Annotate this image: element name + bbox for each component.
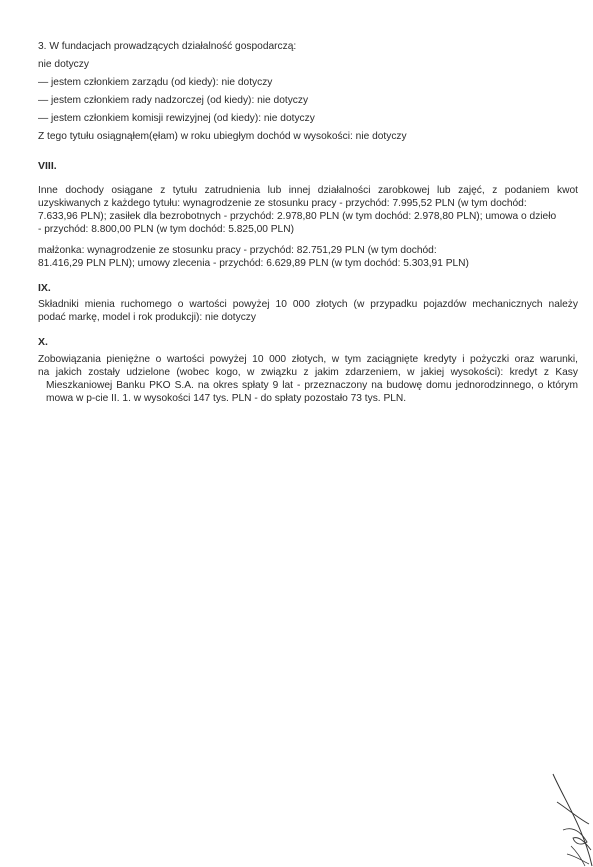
komisja-rewizyjna-line: — jestem członkiem komisji rewizyjnej (od kiedy): nie dotyczy: [38, 113, 315, 124]
paragraph-line: Składniki mienia ruchomego o wartości powyżej 10 000 złotych (w przypadku pojazdów mechanicznych należy: [38, 299, 578, 310]
paragraph-line: uzyskiwanych z każdego tytułu: wynagrodzenie ze stosunku pracy - przychód: 7.995,52 PLN (w tym dochód:: [38, 198, 527, 209]
paragraph-line: Zobowiązania pieniężne o wartości powyżej 10 000 złotych, w tym zaciągnięte kredyty i pożyczki oraz warunki,: [38, 354, 578, 365]
mienie-ruchome-paragraph: [38, 298, 578, 324]
paragraph-line: małżonka: wynagrodzenie ze stosunku pracy - przychód: 82.751,29 PLN (w tym dochód:: [38, 245, 437, 256]
paragraph-line: mowa w p-cie II. 1. w wysokości 147 tys. PLN - do spłaty pozostało 73 tys. PLN.: [46, 393, 407, 404]
paragraph-line: Mieszkaniowej Banku PKO S.A. na okres spłaty 9 lat - przeznaczony na budowę domu jednorodzinnego, o którym: [46, 380, 578, 391]
paragraph-line: 7.633,96 PLN); zasiłek dla bezrobotnych - przychód: 2.978,80 PLN (w tym dochód: 2.978,80 PLN); umowa o dzieło: [38, 211, 557, 222]
dochod-line: Z tego tytułu osiągnąłem(ęłam) w roku ubiegłym dochód w wysokości: nie dotyczy: [38, 131, 407, 142]
paragraph-line: podać markę, model i rok produkcji): nie dotyczy: [38, 312, 256, 323]
section-x-heading: X.: [38, 336, 48, 348]
section-ix-heading: IX.: [38, 282, 51, 294]
handwritten-signature: [523, 772, 593, 867]
paragraph-line: - przychód: 8.800,00 PLN (w tym dochód: 5.825,00 PLN): [38, 224, 294, 235]
malzonka-paragraph: [38, 244, 578, 270]
inne-dochody-paragraph: [38, 184, 578, 236]
rada-nadzorcza-line: — jestem członkiem rady nadzorczej (od kiedy): nie dotyczy: [38, 95, 309, 106]
fundacje-heading: 3. W fundacjach prowadzących działalność gospodarczą:: [38, 41, 297, 52]
paragraph-line: Inne dochody osiągane z tytułu zatrudnienia lub innej działalności zarobkowej lub zajęć, z podaniem kwot: [38, 185, 578, 196]
fundacje-status: nie dotyczy: [38, 59, 89, 70]
zarzad-line: — jestem członkiem zarządu (od kiedy): nie dotyczy: [38, 77, 273, 88]
zobowiazania-paragraph: [38, 353, 578, 405]
paragraph-line: na jakich zostały udzielone (wobec kogo, w związku z jakim zdarzeniem, w jakiej wysokości): kredyt z Kasy: [38, 367, 578, 378]
paragraph-line: 81.416,29 PLN PLN); umowy zlecenia - przychód: 6.629,89 PLN (w tym dochód: 5.303,91 PLN): [38, 258, 469, 269]
section-viii-heading: VIII.: [38, 160, 57, 172]
